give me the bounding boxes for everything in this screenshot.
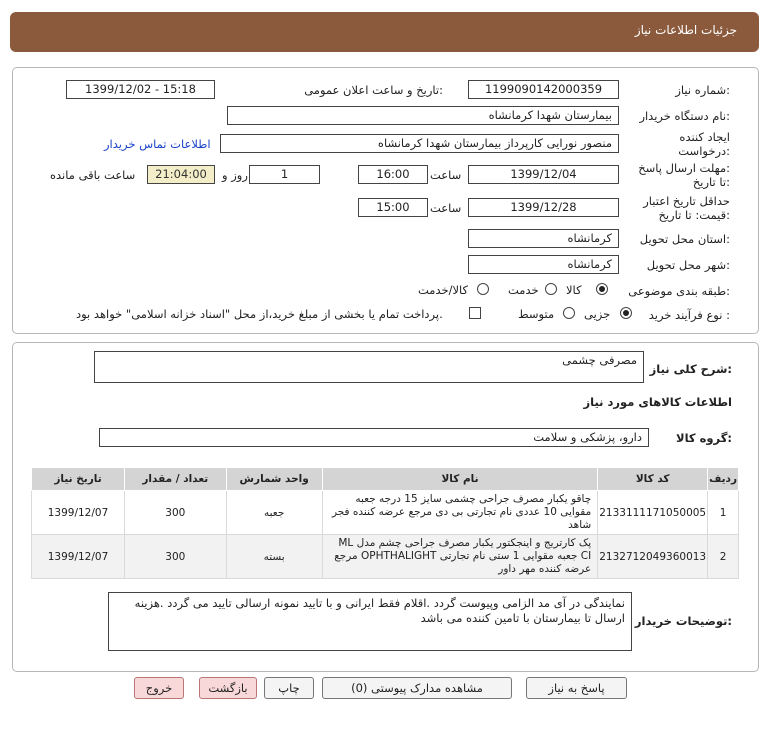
page-header [10, 12, 759, 52]
deadline-label-1: مهلت ارسال پاسخ: [638, 161, 730, 175]
validity-label-1: حداقل تاریخ اعتبار [643, 194, 730, 208]
table-row [32, 491, 739, 535]
buyer-org-field: بیمارستان شهدا کرمانشاه [227, 106, 619, 125]
col-header-code: کد کالا [598, 468, 708, 491]
creator-label-1: ایجاد کننده [679, 130, 730, 144]
cell-date: 1399/12/07 [32, 491, 125, 535]
announce-field: 1399/12/02 - 15:18 [66, 80, 215, 99]
cell-qty: 300 [125, 491, 227, 535]
deadline-time-field: 16:00 [358, 165, 428, 184]
validity-label-2: قیمت: تا تاریخ: [658, 208, 730, 222]
col-header-qty: تعداد / مقدار [125, 468, 227, 491]
validity-time-label: ساعت [430, 201, 462, 215]
col-header-date: تاریخ نیاز [32, 468, 125, 491]
validity-date-field: 1399/12/28 [468, 198, 619, 217]
need-number-field: 1199090142000359 [468, 80, 619, 99]
category-option-goods-service: کالا/خدمت [418, 283, 469, 297]
purchase-type-label: نوع فرآیند خرید : [648, 308, 730, 322]
creator-field: منصور نورایی کارپرداز بیمارستان شهدا کرمانشاه [220, 134, 619, 153]
col-header-name: نام کالا [322, 468, 597, 491]
days-remaining-field: 1 [249, 165, 320, 184]
cell-unit: جعبه [226, 491, 322, 535]
need-description-field: مصرفی چشمی [94, 351, 644, 383]
page-title: جزئیات اطلاعات نیاز [634, 23, 737, 37]
buyer-notes-field: نمایندگی در آی مد الزامی وپیوست گردد .اقلام فقط ایرانی و با تایید نمونه ارسالی تایید می گردد .هزینه ارسال تا بیمارستان با تامین کننده می باشد [108, 592, 632, 651]
buyer-org-label: نام دستگاه خریدار: [639, 109, 730, 123]
view-attachments-button[interactable]: مشاهده مدارک پیوستی (0) [322, 677, 512, 699]
remaining-label: ساعت باقی مانده [50, 168, 136, 182]
col-header-index: ردیف [708, 468, 739, 491]
cell-unit: بسته [226, 535, 322, 579]
print-button[interactable]: چاپ [264, 677, 314, 699]
cell-date: 1399/12/07 [32, 535, 125, 579]
back-button[interactable]: بازگشت [199, 677, 257, 699]
goods-table [31, 467, 739, 579]
purchase-radio-minor[interactable] [620, 307, 632, 319]
remaining-time-field: 21:04:00 [147, 165, 215, 184]
city-field: کرمانشاه [468, 255, 619, 274]
cell-name: پک کارتریج و اینجکتور یکبار مصرف جراحی چشم مدل ML CI جعبه مقوایی 1 ستی نام تجارتی OPHTHALIGHT مرجع عرضه کننده مهر داور [322, 535, 597, 579]
need-description-label: شرح کلی نیاز: [649, 362, 732, 376]
category-label: طبقه بندی موضوعی: [628, 284, 730, 298]
cell-index: 1 [708, 491, 739, 535]
goods-table-header [32, 468, 739, 491]
days-label: روز و [222, 168, 248, 182]
category-option-service: خدمت [508, 283, 539, 297]
goods-info-title: اطلاعات کالاهای مورد نیاز [583, 395, 732, 409]
treasury-payment-checkbox[interactable] [469, 307, 481, 319]
city-label: شهر محل تحویل: [646, 258, 730, 272]
purchase-option-medium: متوسط [518, 307, 555, 321]
province-label: استان محل تحویل: [639, 232, 730, 246]
exit-button[interactable]: خروج [134, 677, 184, 699]
category-radio-goods-service[interactable] [477, 283, 489, 295]
buyer-contact-link[interactable]: اطلاعات تماس خریدار [104, 137, 211, 151]
province-field: کرمانشاه [468, 229, 619, 248]
reply-button[interactable]: پاسخ به نیاز [526, 677, 627, 699]
deadline-label-2: تا تاریخ: [692, 175, 730, 189]
creator-label-2: درخواست: [678, 144, 730, 158]
goods-group-field: دارو، پزشکی و سلامت [99, 428, 649, 447]
cell-code: 2133111171050005 [598, 491, 708, 535]
deadline-date-field: 1399/12/04 [468, 165, 619, 184]
buyer-notes-label: توضیحات خریدار: [634, 614, 732, 628]
need-number-label: شماره نیاز: [675, 83, 730, 97]
category-radio-goods[interactable] [596, 283, 608, 295]
validity-time-field: 15:00 [358, 198, 428, 217]
treasury-payment-note: پرداخت تمام یا بخشی از مبلغ خرید،از محل "اسناد خزانه اسلامی" خواهد بود. [76, 307, 443, 321]
goods-group-label: گروه کالا: [676, 431, 732, 445]
category-radio-service[interactable] [545, 283, 557, 295]
table-row [32, 535, 739, 579]
deadline-time-label: ساعت [430, 168, 462, 182]
cell-index: 2 [708, 535, 739, 579]
cell-name: چاقو یکبار مصرف جراحی چشمی سایز 15 درجه جعبه مقوایی 10 عددی نام تجارتی بی دی مرجع عرضه کننده فجر شاهد [322, 491, 597, 535]
col-header-unit: واحد شمارش [226, 468, 322, 491]
cell-qty: 300 [125, 535, 227, 579]
purchase-option-minor: جزیی [584, 307, 611, 321]
announce-label: تاریخ و ساعت اعلان عمومی: [304, 83, 443, 97]
purchase-radio-medium[interactable] [563, 307, 575, 319]
category-option-goods: کالا [566, 283, 582, 297]
cell-code: 2132712049360013 [598, 535, 708, 579]
